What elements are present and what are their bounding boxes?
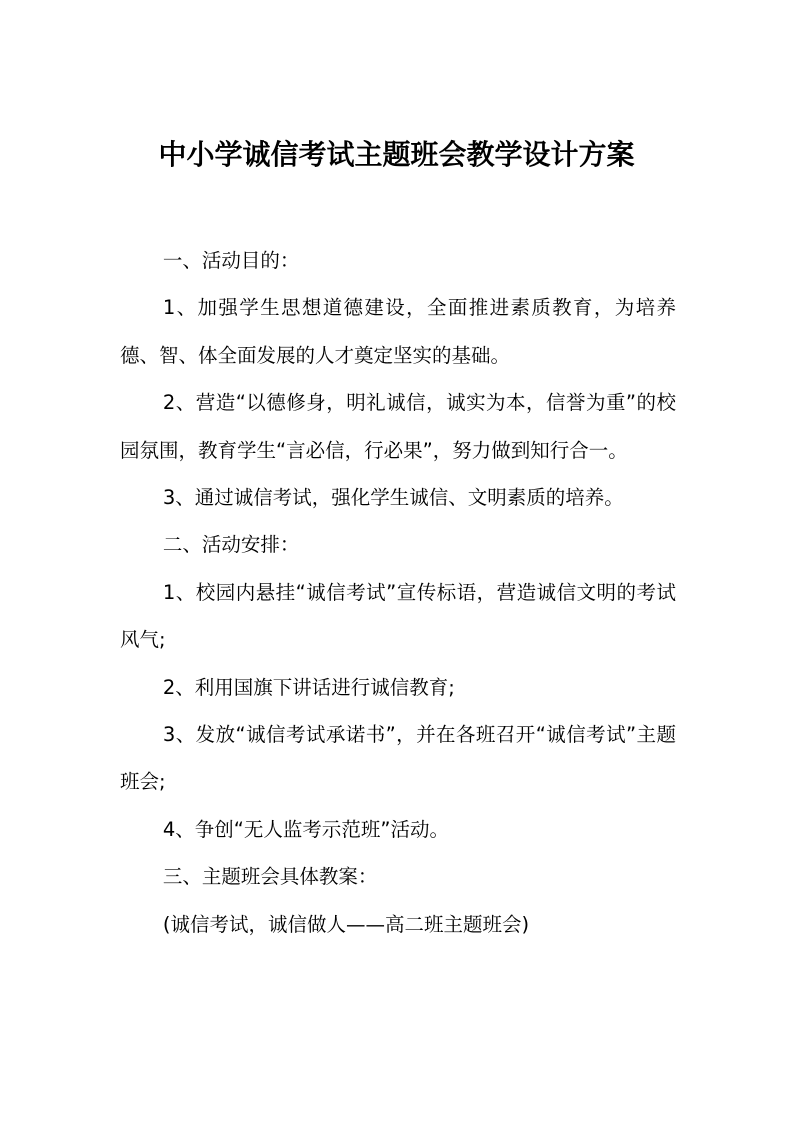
arrangement-item-2: 2、利用国旗下讲话进行诚信教育;: [162, 675, 455, 699]
arrangement-item-4: 4、争创“无人监考示范班”活动。: [162, 817, 450, 841]
objective-item-3: 3、通过诚信考试，强化学生诚信、文明素质的培养。: [162, 486, 624, 510]
objective-item-1: 1、加强学生思想道德建设，全面推进素质教育，为培养德、智、体全面发展的人才奠定坚实的基础。: [120, 296, 676, 367]
section-heading-objectives: 一、活动目的：: [162, 249, 300, 272]
arrangement-item-3: 3、发放“诚信考试承诺书”，并在各班召开“诚信考试”主题班会;: [120, 723, 676, 794]
arrangement-item-1: 1、校园内悬挂“诚信考试”宣传标语，营造诚信文明的考试风气;: [120, 580, 676, 652]
document-body: [120, 237, 676, 948]
section-heading-arrangements: 二、活动安排：: [162, 533, 300, 557]
objective-item-2: 2、营造“以德修身，明礼诚信，诚实为本，信誉为重”的校园氛围，教育学生“言必信，行必果”，努力做到知行合一。: [120, 391, 676, 462]
document-title: 中小学诚信考试主题班会教学设计方案: [158, 138, 635, 171]
lesson-plan-subtitle: (诚信考试，诚信做人——高二班主题班会): [162, 912, 530, 936]
section-heading-lesson-plan: 三、主题班会具体教案：: [162, 865, 378, 889]
